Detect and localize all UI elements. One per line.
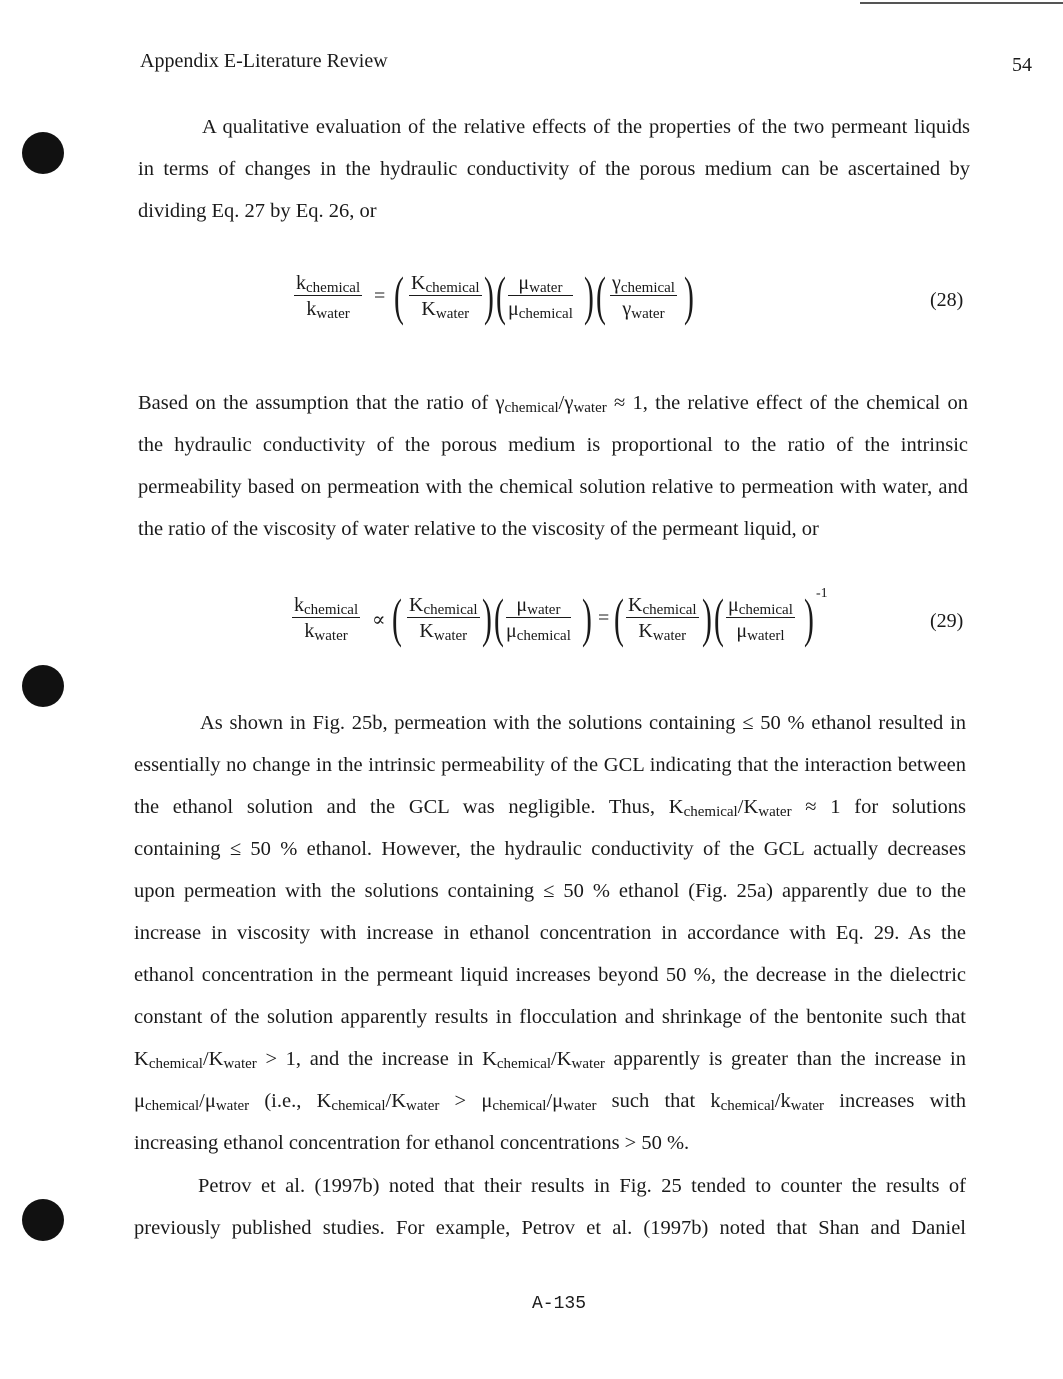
text-line: increase in viscosity with increase in ethanol concentration in accordance with Eq. 29. As the <box>134 922 966 944</box>
paragraph-fig25b <box>134 702 966 1164</box>
text-line: ethanol concentration in the permeant liquid increases beyond 50 %, the decrease in the dielectric <box>134 964 966 986</box>
equation-label-28: (28) <box>930 289 964 311</box>
text-line: constant of the solution apparently results in flocculation and shrinkage of the bentonite such that <box>134 1006 966 1028</box>
eq29-viscosity-ratio: $\mu_{water}$ $\mu_{chemical}$ <box>506 594 571 644</box>
text-line: previously published studies. For example, Petrov et al. (1997b) noted that Shan and Daniel <box>134 1217 966 1239</box>
text-line: A qualitative evaluation of the relative effects of the properties of the two permeant liquids <box>202 116 970 138</box>
binder-hole <box>22 132 64 174</box>
page-footer-id: A-135 <box>532 1294 587 1314</box>
text-line: the hydraulic conductivity of the porous medium is proportional to the ratio of the intrinsic <box>138 434 968 456</box>
eq29-permeability-ratio: $K_{chemical}$ $K_{water}$ <box>409 594 478 644</box>
text-line: Petrov et al. (1997b) noted that their results in Fig. 25 tended to counter the results of <box>198 1175 966 1197</box>
text-line: the ethanol solution and the GCL was negligible. Thus, $K_{chemical}/K_{water} \approx 1$ for solutions <box>134 796 966 820</box>
equation-29: $k_{chemical}$ $k_{water}$ ∝ ( $K_{chemical}$ $K_{water}$ ) ( $\mu_{water}$ $\mu_{chemical}$ ) = ( $K_{chemical}$ $K_{water}$ ) ( $\mu_{chemical}$ $\mu_{waterl}$ ) -1 <box>294 586 828 648</box>
equals-sign: = <box>374 285 386 307</box>
eq29-lhs-fraction: $k_{chemical}$ $k_{water}$ <box>294 594 359 644</box>
paragraph-petrov <box>134 1165 966 1249</box>
binder-hole <box>22 665 64 707</box>
eq29-inverse-viscosity-ratio: $\mu_{chemical}$ $\mu_{waterl}$ <box>728 594 793 644</box>
text-line: $K_{chemical}/K_{water} > 1$, and the increase in $K_{chemical}/K_{water}$ apparently is greater than the increase in <box>134 1048 966 1072</box>
paragraph-intro <box>138 106 970 232</box>
text-line: As shown in Fig. 25b, permeation with the solutions containing ≤ 50 % ethanol resulted in <box>200 712 966 734</box>
equation-28: $k_{chemical}$ $k_{water}$ = ( $K_{chemical}$ $K_{water}$ ) ( $\mu_{water}$ $\mu_{chemical}$ ) ( $\gamma_{chemical}$ $\gamma_{water}$ ) <box>296 266 694 326</box>
proportional-sign: ∝ <box>372 609 386 631</box>
text-line: in terms of changes in the hydraulic conductivity of the porous medium can be ascertained by <box>138 158 970 180</box>
text-line: increasing ethanol concentration for ethanol concentrations > 50 %. <box>134 1132 690 1154</box>
equals-sign: = <box>598 607 610 629</box>
equation-label-29: (29) <box>930 610 964 632</box>
paragraph-assumption <box>138 382 968 550</box>
running-header: Appendix E-Literature Review <box>140 50 388 72</box>
eq28-viscosity-ratio: $\mu_{water}$ $\mu_{chemical}$ <box>508 272 573 322</box>
scan-edge-line <box>860 2 1063 4</box>
binder-hole <box>22 1199 64 1241</box>
text-line: upon permeation with the solutions containing ≤ 50 % ethanol (Fig. 25a) apparently due to the <box>134 880 966 902</box>
exponent: -1 <box>816 586 828 601</box>
text-line: containing ≤ 50 % ethanol. However, the hydraulic conductivity of the GCL actually decreases <box>134 838 966 860</box>
eq28-lhs-fraction: $k_{chemical}$ $k_{water}$ <box>296 272 361 322</box>
text-line: the ratio of the viscosity of water relative to the viscosity of the permeant liquid, or <box>138 518 819 540</box>
text-line: $\mu_{chemical}/\mu_{water}$ (i.e., $K_{chemical}/K_{water} > \mu_{chemical}/\mu_{water}$ such that $k_{chemical}/k_{water}$ increases with <box>134 1090 967 1114</box>
text-line: Based on the assumption that the ratio of $\gamma_{chemical}/\gamma_{water} \approx 1$, the relative effect of the chemical on <box>138 392 969 416</box>
eq28-unit-weight-ratio: $\gamma_{chemical}$ $\gamma_{water}$ <box>612 272 675 322</box>
text-line: permeability based on permeation with the chemical solution relative to permeation with water, and <box>138 476 968 498</box>
text-line: essentially no change in the intrinsic permeability of the GCL indicating that the interaction between <box>134 754 966 776</box>
page-number: 54 <box>1012 54 1032 76</box>
eq28-permeability-ratio: $K_{chemical}$ $K_{water}$ <box>411 272 480 322</box>
text-line: dividing Eq. 27 by Eq. 26, or <box>138 200 377 222</box>
eq29-permeability-ratio-2: $K_{chemical}$ $K_{water}$ <box>628 594 697 644</box>
